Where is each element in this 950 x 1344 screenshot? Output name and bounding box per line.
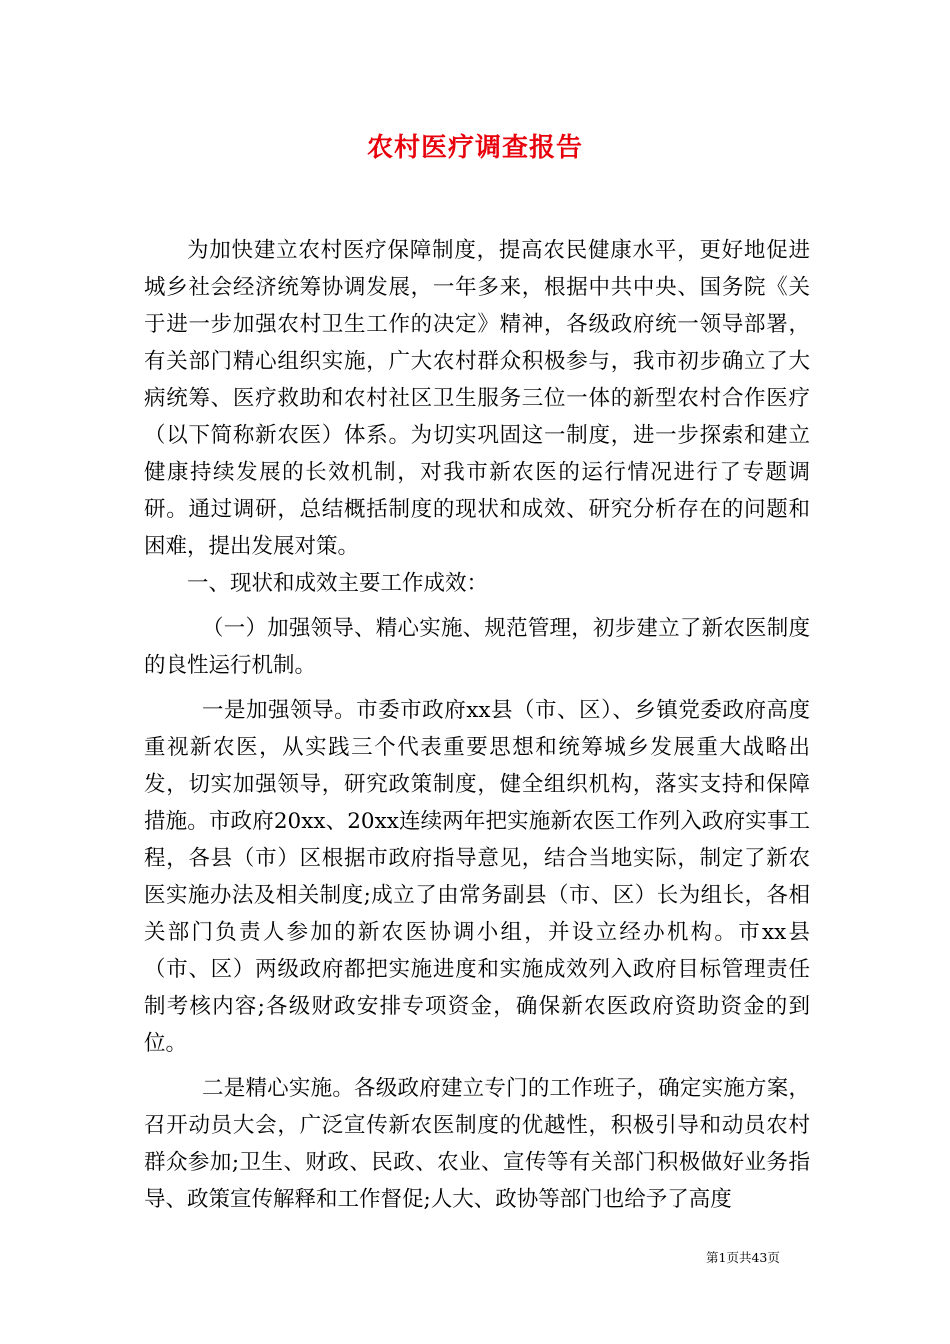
paragraph-leadership: 一是加强领导。市委市政府xx县（市、区）、乡镇党委政府高度重视新农医，从实践三个代表重要思想和统筹城乡发展重大战略出发，切实加强领导，研究政策制度，健全组织机构，落实支持和保障措施。市政府20xx、20xx连续两年把实施新农医工作列入政府实事工程，各县（市）区根据市政府指导意见，结合当地实际，制定了新农医实施办法及相关制度;成立了由常务副县（市、区）长为组长，各相关部门负责人参加的新农医协调小组，并设立经办机构。市xx县（市、区）两级政府都把实施进度和实施成效列入政府目标管理责任制考核内容;各级财政安排专项资金，确保新农医政府资助资金的到位。 bbox=[144, 698, 810, 1056]
page-title: 农村医疗调查报告 bbox=[366, 133, 583, 163]
page-number: 第1页共43页 bbox=[706, 1250, 780, 1265]
subsection-heading: （一）加强领导、精心实施、规范管理，初步建立了新农医制度的良性运行机制。 bbox=[144, 616, 810, 678]
document-body bbox=[144, 232, 810, 1218]
paragraph-intro: 为加快建立农村医疗保障制度，提高农民健康水平，更好地促进城乡社会经济统筹协调发展，一年多来，根据中共中央、国务院《关于进一步加强农村卫生工作的决定》精神，各级政府统一领导部署，有关部门精心组织实施，广大农村群众积极参与，我市初步确立了大病统筹、医疗救助和农村社区卫生服务三位一体的新型农村合作医疗（以下简称新农医）体系。为切实巩固这一制度，进一步探索和建立健康持续发展的长效机制，对我市新农医的运行情况进行了专题调研。通过调研，总结概括制度的现状和成效、研究分析存在的问题和困难，提出发展对策。 bbox=[144, 238, 810, 559]
section-heading: 一、现状和成效主要工作成效： bbox=[187, 571, 489, 596]
paragraph-implementation: 二是精心实施。各级政府建立专门的工作班子，确定实施方案，召开动员大会，广泛宣传新农医制度的优越性，积极引导和动员农村群众参加;卫生、财政、民政、农业、宣传等有关部门积极做好业务指导、政策宣传解释和工作督促;人大、政协等部门也给予了高度 bbox=[144, 1076, 810, 1212]
